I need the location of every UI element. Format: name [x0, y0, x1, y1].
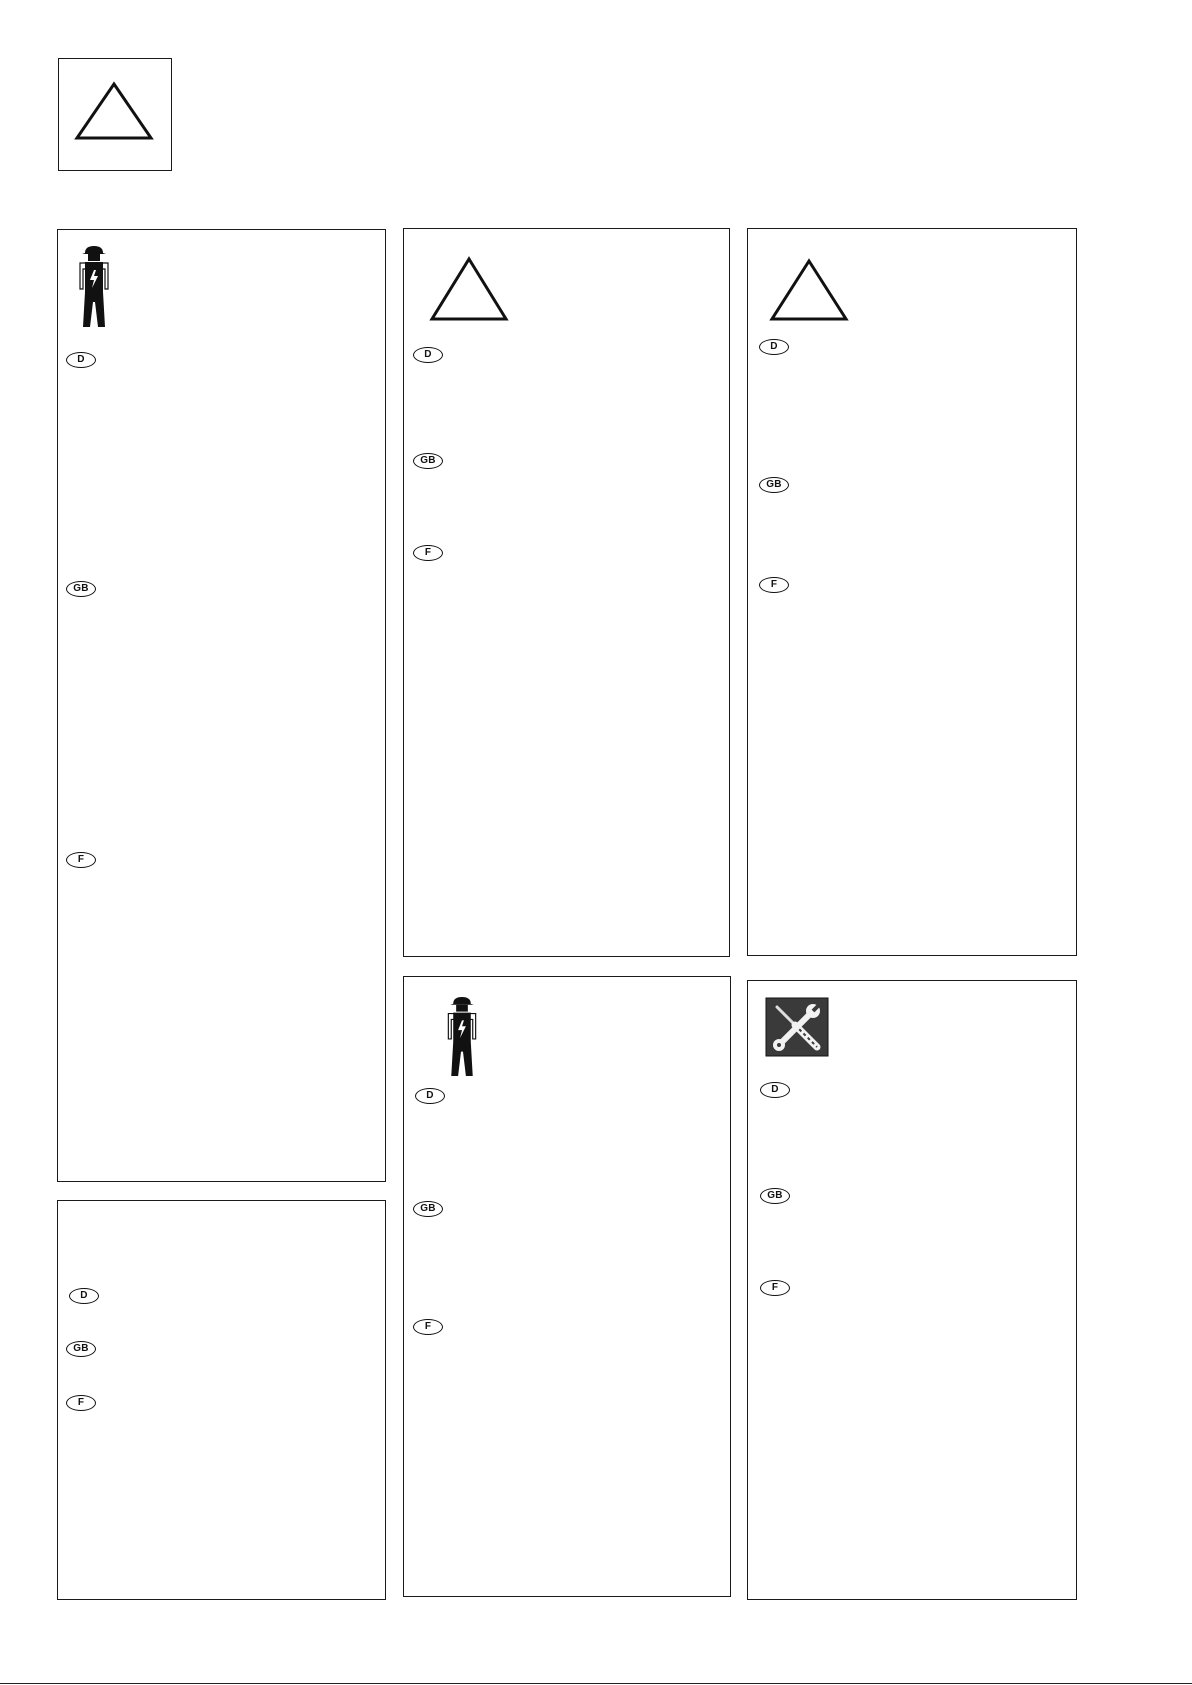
language-badge-gb: GB — [760, 1188, 790, 1204]
warning-triangle-icon — [73, 81, 155, 141]
language-badge-de: D — [413, 347, 443, 363]
language-badge-gb: GB — [759, 477, 789, 493]
warning-triangle-icon — [429, 256, 509, 322]
language-badge-gb: GB — [66, 581, 96, 597]
electrician-icon — [76, 245, 112, 327]
language-badge-de: D — [69, 1288, 99, 1304]
language-badge-fr: F — [413, 1319, 443, 1335]
language-badge-de: D — [415, 1088, 445, 1104]
warning-notice-box — [747, 228, 1077, 956]
language-badge-fr: F — [759, 577, 789, 593]
language-badge-fr: F — [760, 1280, 790, 1296]
page-bottom-rule — [0, 1683, 1192, 1684]
maintenance-notice-box — [747, 980, 1077, 1600]
electrician-notice-box — [57, 229, 386, 1182]
language-badge-de: D — [66, 352, 96, 368]
warning-triangle-icon — [769, 258, 849, 322]
language-badge-de: D — [760, 1082, 790, 1098]
electrician-icon — [444, 996, 480, 1076]
language-badge-gb: GB — [413, 453, 443, 469]
language-badge-gb: GB — [66, 1341, 96, 1357]
language-badge-fr: F — [66, 1395, 96, 1411]
language-badge-fr: F — [66, 852, 96, 868]
screwdriver-wrench-icon — [765, 997, 829, 1057]
language-notice-box — [57, 1200, 386, 1600]
electrician-notice-box — [403, 976, 731, 1597]
language-badge-fr: F — [413, 545, 443, 561]
page-warning-frame — [58, 58, 172, 171]
language-badge-gb: GB — [413, 1201, 443, 1217]
warning-notice-box — [403, 228, 730, 957]
language-badge-de: D — [759, 339, 789, 355]
